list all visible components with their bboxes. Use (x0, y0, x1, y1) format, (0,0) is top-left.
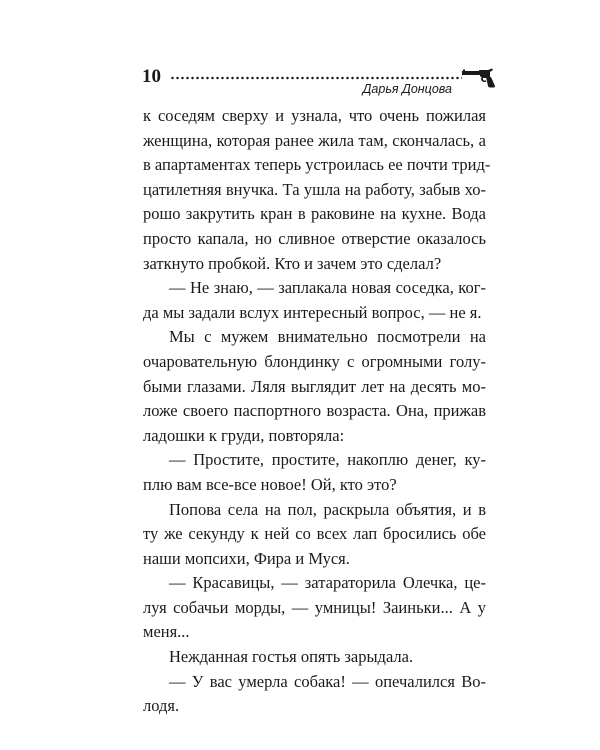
text-line: просто капала, но сливное отверстие оказалось (143, 228, 486, 248)
text-line: Нежданная гостья опять зарыдала. (169, 647, 414, 667)
text-line: меня... (143, 622, 190, 642)
running-header (140, 66, 498, 96)
author-name: Дарья Донцова (362, 82, 452, 96)
text-line: рошо закрутить кран в раковине на кухне. Вода (143, 204, 486, 224)
text-line: луя собачьи морды, — умницы! Заиньки... А у (143, 597, 486, 617)
text-line: женщина, которая ранее жила там, скончалась, а (143, 130, 486, 150)
text-line: лодя. (143, 696, 180, 716)
text-line: наши мопсихи, Фира и Муся. (143, 548, 350, 568)
text-line: цатилетняя внучка. Та ушла на работу, забыв хо- (143, 179, 486, 199)
text-line: ту же секунду к ней со всех лап бросились обе (143, 524, 486, 544)
text-line: — Простите, простите, накоплю денег, ку- (169, 450, 486, 470)
page-number: 10 (142, 66, 161, 87)
text-line: плю вам все-все новое! Ой, кто это? (143, 474, 397, 494)
dotted-leader (170, 76, 462, 80)
text-line: Мы с мужем внимательно посмотрели на (169, 327, 486, 347)
text-line: Попова села на пол, раскрыла объятия, и в (169, 499, 486, 519)
text-line: ложе своего паспортного возраста. Она, прижав (143, 401, 486, 421)
text-line: — У вас умерла собака! — опечалился Во- (169, 671, 486, 691)
text-line: очаровательную блондинку с огромными голу- (143, 351, 486, 371)
text-line: к соседям сверху и узнала, что очень пожилая (143, 106, 486, 125)
text-line: быми глазами. Ляля выглядит лет на десять мо- (143, 376, 486, 396)
text-line: ладошки к груди, повторяла: (143, 425, 345, 445)
body-text (143, 104, 491, 719)
text-line: заткнуто пробкой. Кто и зачем это сделал? (143, 253, 442, 273)
text-line: — Красавицы, — затараторила Олечка, це- (169, 573, 486, 593)
text-line: в апартаментах теперь устроилась ее почти трид- (143, 155, 491, 175)
text-line: — Не знаю, — заплакала новая соседка, ког- (169, 278, 486, 298)
revolver-icon (462, 68, 496, 88)
text-line: да мы задали вслух интересный вопрос, — не я. (143, 302, 482, 322)
